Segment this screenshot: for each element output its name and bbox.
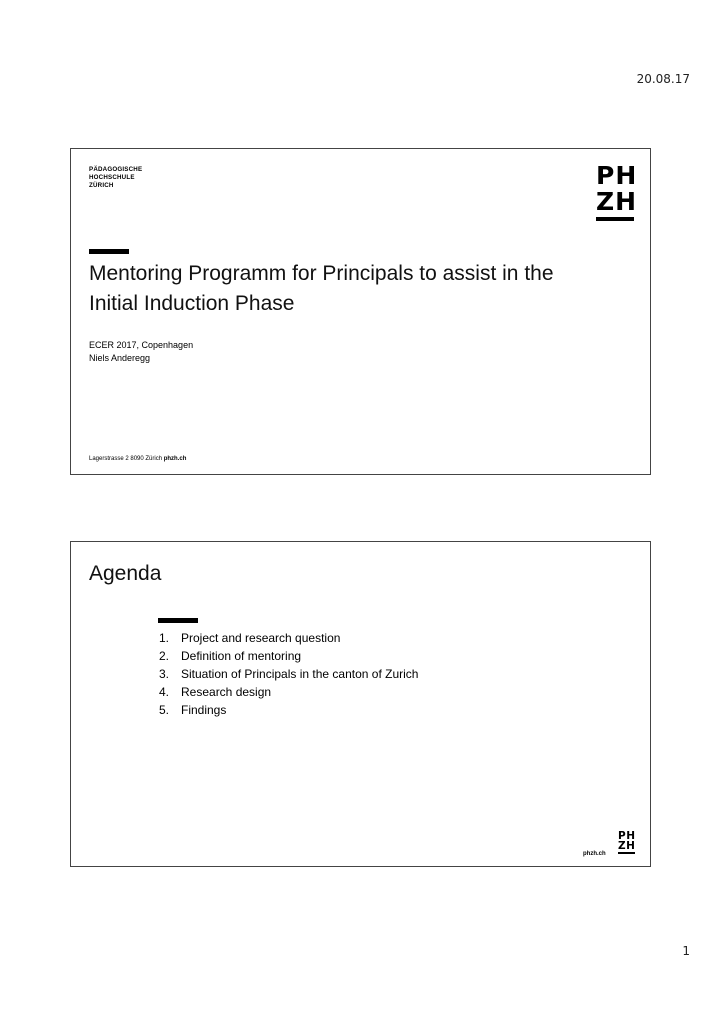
list-item-number: 3. bbox=[159, 667, 170, 681]
phzh-logo-icon bbox=[596, 163, 636, 221]
logo-bottom-text: ZH bbox=[596, 187, 638, 216]
institution-line: ZÜRICH bbox=[89, 182, 114, 189]
agenda-accent-bar bbox=[158, 618, 198, 623]
page-number: 1 bbox=[682, 944, 690, 958]
list-item-number: 2. bbox=[159, 649, 170, 663]
logo-bottom-text: ZH bbox=[618, 840, 636, 852]
list-item-number: 1. bbox=[159, 631, 170, 645]
list-item bbox=[159, 629, 418, 647]
list-item-label: Project and research question bbox=[181, 631, 341, 645]
page-date: 20.08.17 bbox=[636, 72, 690, 86]
author-name: Niels Anderegg bbox=[89, 353, 151, 363]
logo-underline bbox=[596, 217, 634, 221]
phzh-small-logo-icon bbox=[618, 831, 638, 854]
footer-address bbox=[89, 456, 186, 462]
list-item-label: Definition of mentoring bbox=[181, 649, 302, 663]
title-accent-bar bbox=[89, 249, 129, 254]
list-item bbox=[159, 683, 418, 701]
title-line: Initial Induction Phase bbox=[89, 292, 295, 315]
institution-name bbox=[89, 166, 142, 190]
list-item bbox=[159, 701, 418, 719]
title-slide bbox=[70, 148, 651, 475]
list-item-number: 4. bbox=[159, 685, 170, 699]
institution-line: PÄDAGOGISCHE bbox=[89, 166, 143, 173]
agenda-title: Agenda bbox=[89, 562, 162, 585]
slide-subtitle bbox=[89, 339, 193, 365]
list-item-label: Research design bbox=[181, 685, 272, 699]
logo-underline bbox=[618, 852, 635, 854]
website-link: phzh.ch bbox=[163, 456, 187, 462]
list-item-label: Situation of Principals in the canton of Zurich bbox=[181, 667, 419, 681]
logo-top-text: PH bbox=[596, 161, 638, 190]
list-item-number: 5. bbox=[159, 703, 170, 717]
list-item-label: Findings bbox=[181, 703, 227, 717]
title-line: Mentoring Programm for Principals to assist in the bbox=[89, 262, 554, 285]
address-text: Lagerstrasse 2 8090 Zürich bbox=[89, 456, 163, 462]
agenda-list bbox=[159, 629, 418, 719]
list-item bbox=[159, 647, 418, 665]
slide-title bbox=[89, 259, 629, 319]
agenda-slide bbox=[70, 541, 651, 867]
institution-line: HOCHSCHULE bbox=[89, 174, 135, 181]
logo-caption: phzh.ch bbox=[583, 851, 606, 857]
event-name: ECER 2017, Copenhagen bbox=[89, 340, 194, 350]
list-item bbox=[159, 665, 418, 683]
logo-top-text: PH bbox=[618, 830, 636, 842]
